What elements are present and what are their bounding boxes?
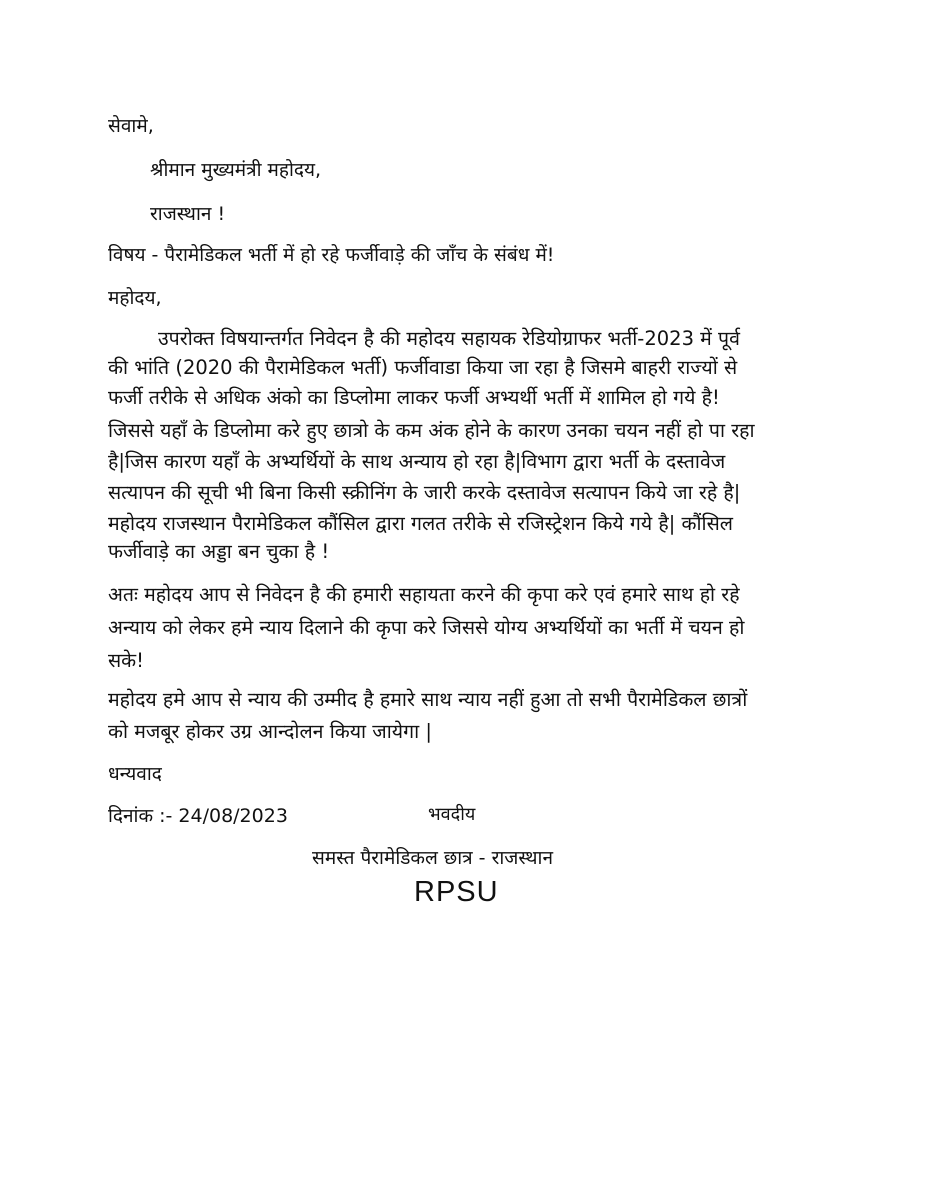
paragraph-line: महोदय हमे आप से न्याय की उम्मीद है हमारे साथ न्याय नहीं हुआ तो सभी पैरामेडिकल छात्रों bbox=[108, 688, 748, 711]
paragraph-line: अन्याय को लेकर हमे न्याय दिलाने की कृपा करे जिससे योग्य अभ्यर्थियों का भर्ती में चयन हो bbox=[108, 616, 745, 639]
date-line: दिनांक :- 24/08/2023 bbox=[108, 805, 288, 827]
subject-line: विषय - पैरामेडिकल भर्ती में हो रहे फर्जीवाड़े की जाँच के संबंध में! bbox=[108, 244, 555, 266]
recipient-place: राजस्थान ! bbox=[150, 203, 226, 225]
paragraph-line: जिससे यहाँ के डिप्लोमा करे हुए छात्रो के कम अंक होने के कारण उनका चयन नहीं हो पा रहा bbox=[108, 419, 755, 442]
paragraph-line: को मजबूर होकर उग्र आन्दोलन किया जायेगा | bbox=[108, 720, 432, 743]
paragraph-line: है|जिस कारण यहाँ के अभ्यर्थियों के साथ अन्याय हो रहा है|विभाग द्वारा भर्ती के दस्तावेज bbox=[108, 450, 726, 473]
paragraph-line: की भांति (2020 की पैरामेडिकल भर्ती) फर्जीवाडा किया जा रहा है जिसमे बाहरी राज्यों से bbox=[108, 356, 738, 379]
paragraph-line: महोदय राजस्थान पैरामेडिकल कौंसिल द्वारा गलत तरीके से रजिस्ट्रेशन किये गये है| कौंसिल bbox=[108, 512, 733, 535]
recipient-title: श्रीमान मुख्यमंत्री महोदय, bbox=[150, 159, 322, 181]
paragraph-line: फर्जी तरीके से अधिक अंको का डिप्लोमा लाकर फर्जी अभ्यर्थी भर्ती में शामिल हो गये है! bbox=[108, 386, 720, 409]
paragraph-line: अतः महोदय आप से निवेदन है की हमारी सहायता करने की कृपा करे एवं हमारे साथ हो रहे bbox=[108, 583, 740, 606]
greeting: महोदय, bbox=[108, 287, 162, 309]
paragraph-line: सत्यापन की सूची भी बिना किसी स्क्रीनिंग के जारी करके दस्तावेज सत्यापन किये जा रहे है| bbox=[108, 481, 741, 504]
paragraph-line: फर्जीवाड़े का अड्डा बन चुका है ! bbox=[108, 540, 330, 563]
closing-line: भवदीय bbox=[428, 804, 476, 825]
thanks-line: धन्यवाद bbox=[108, 763, 162, 785]
paragraph-line: सके! bbox=[108, 649, 144, 672]
organization-name: RPSU bbox=[414, 876, 499, 908]
salutation-to: सेवामे, bbox=[108, 115, 154, 137]
paragraph-line: उपरोक्त विषयान्तर्गत निवेदन है की महोदय सहायक रेडियोग्राफर भर्ती-2023 में पूर्व bbox=[158, 327, 740, 350]
signatory-line: समस्त पैरामेडिकल छात्र - राजस्थान bbox=[312, 847, 553, 869]
